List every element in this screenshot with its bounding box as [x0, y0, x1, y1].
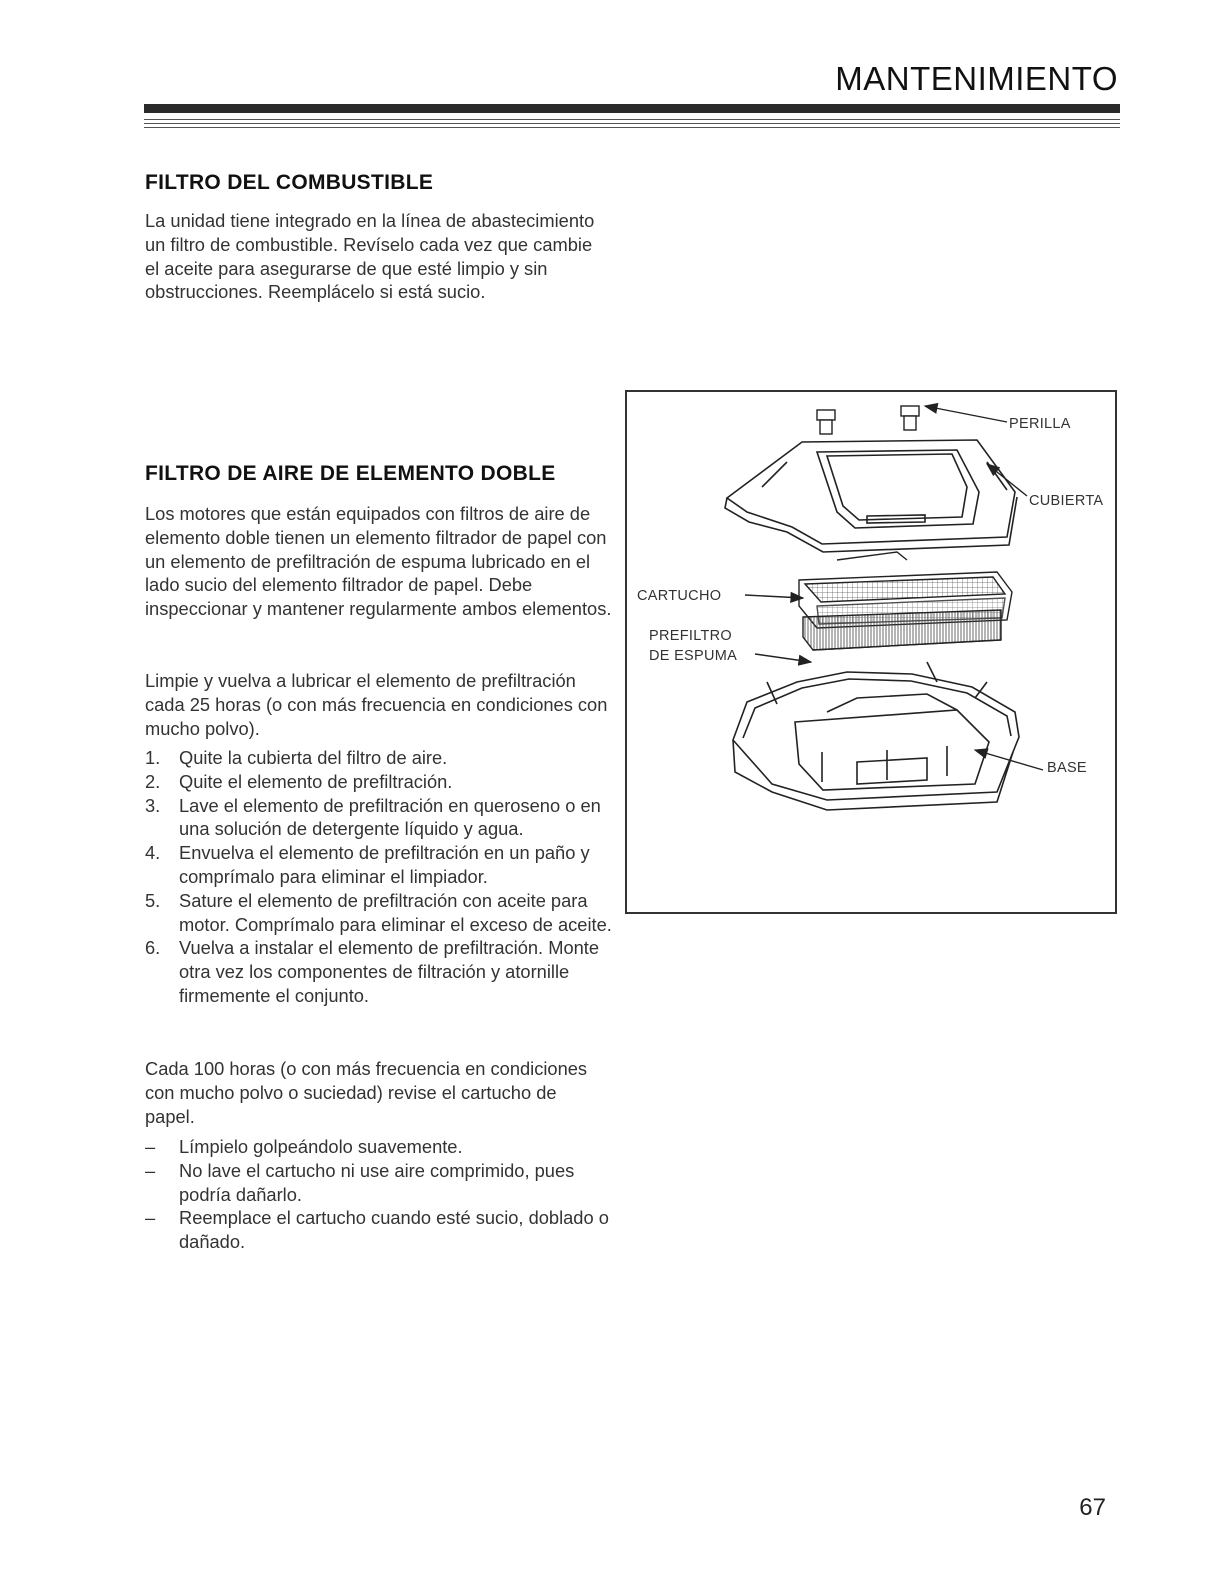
- list-item: 3. Lave el elemento de prefiltración en queroseno o en una solución de detergente líquido y agua.: [145, 794, 601, 840]
- prefilter-label-line1: PREFILTRO: [649, 628, 732, 644]
- list-item: 6. Vuelva a instalar el elemento de prefiltración. Monte otra vez los componentes de filtración y atornille firmemente el conjunto.: [145, 937, 600, 1006]
- cover-part: [725, 440, 1017, 552]
- list-item: – No lave el cartucho ni use aire comprimido, pues podría dañarlo.: [145, 1159, 615, 1207]
- list-item: 5. Sature el elemento de prefiltración con aceite para motor. Comprímalo para eliminar el exceso de aceite.: [145, 889, 612, 935]
- prefilter-label-line2: DE ESPUMA: [649, 648, 738, 664]
- header-rule-thick: [144, 104, 1120, 113]
- header-rule-thin: [144, 127, 1120, 128]
- fuel-filter-paragraph: La unidad tiene integrado en la línea de abastecimiento un filtro de combustible. Revíselo cada vez que cambie el aceite para asegurarse de que esté limpio y sin obstrucciones. Reemplácelo si está sucio.: [145, 210, 595, 303]
- cartridge-steps-list: [145, 1135, 615, 1254]
- header-rule-thin: [144, 119, 1120, 120]
- cover-label: CUBIERTA: [1029, 493, 1104, 509]
- cartridge-paragraph: Cada 100 horas (o con más frecuencia en condiciones con mucho polvo o suciedad) revise el cartucho de papel.: [145, 1058, 588, 1127]
- list-item: 4. Envuelva el elemento de prefiltración en un paño y comprímalo para eliminar el limpiador.: [145, 842, 590, 887]
- page-title: MANTENIMIENTO: [835, 60, 1118, 97]
- prefilter-steps-list: [145, 746, 615, 1008]
- knob-icon: [817, 406, 919, 434]
- list-item: – Límpielo golpeándolo suavemente.: [145, 1135, 615, 1159]
- cartridge-label: CARTUCHO: [637, 588, 722, 604]
- knob-label: PERILLA: [1009, 416, 1071, 432]
- list-item: 2. Quite el elemento de prefiltración.: [145, 770, 453, 792]
- list-item: – Reemplace el cartucho cuando esté sucio, doblado o dañado.: [145, 1206, 615, 1254]
- header-rule-thin: [144, 123, 1120, 124]
- air-filter-diagram: [625, 390, 1117, 914]
- prefilter-cleaning-paragraph: Limpie y vuelva a lubricar el elemento de prefiltración cada 25 horas (o con más frecuencia en condiciones con mucho polvo).: [145, 670, 608, 739]
- page-number: 67: [1079, 1494, 1106, 1521]
- fuel-filter-heading: FILTRO DEL COMBUSTIBLE: [145, 171, 434, 194]
- list-item: 1. Quite la cubierta del filtro de aire.: [145, 747, 448, 768]
- prefilter-part: [803, 610, 1001, 650]
- air-filter-heading: FILTRO DE AIRE DE ELEMENTO DOBLE: [145, 462, 556, 485]
- base-part: [733, 662, 1019, 810]
- base-label: BASE: [1047, 760, 1087, 776]
- air-filter-intro-paragraph: Los motores que están equipados con filtros de aire de elemento doble tienen un elemento filtrador de papel con un elemento de prefiltración de espuma lubricado en el lado sucio del elemento filtrador de papel. Debe inspeccionar y mantener regularmente ambos elementos.: [145, 503, 612, 620]
